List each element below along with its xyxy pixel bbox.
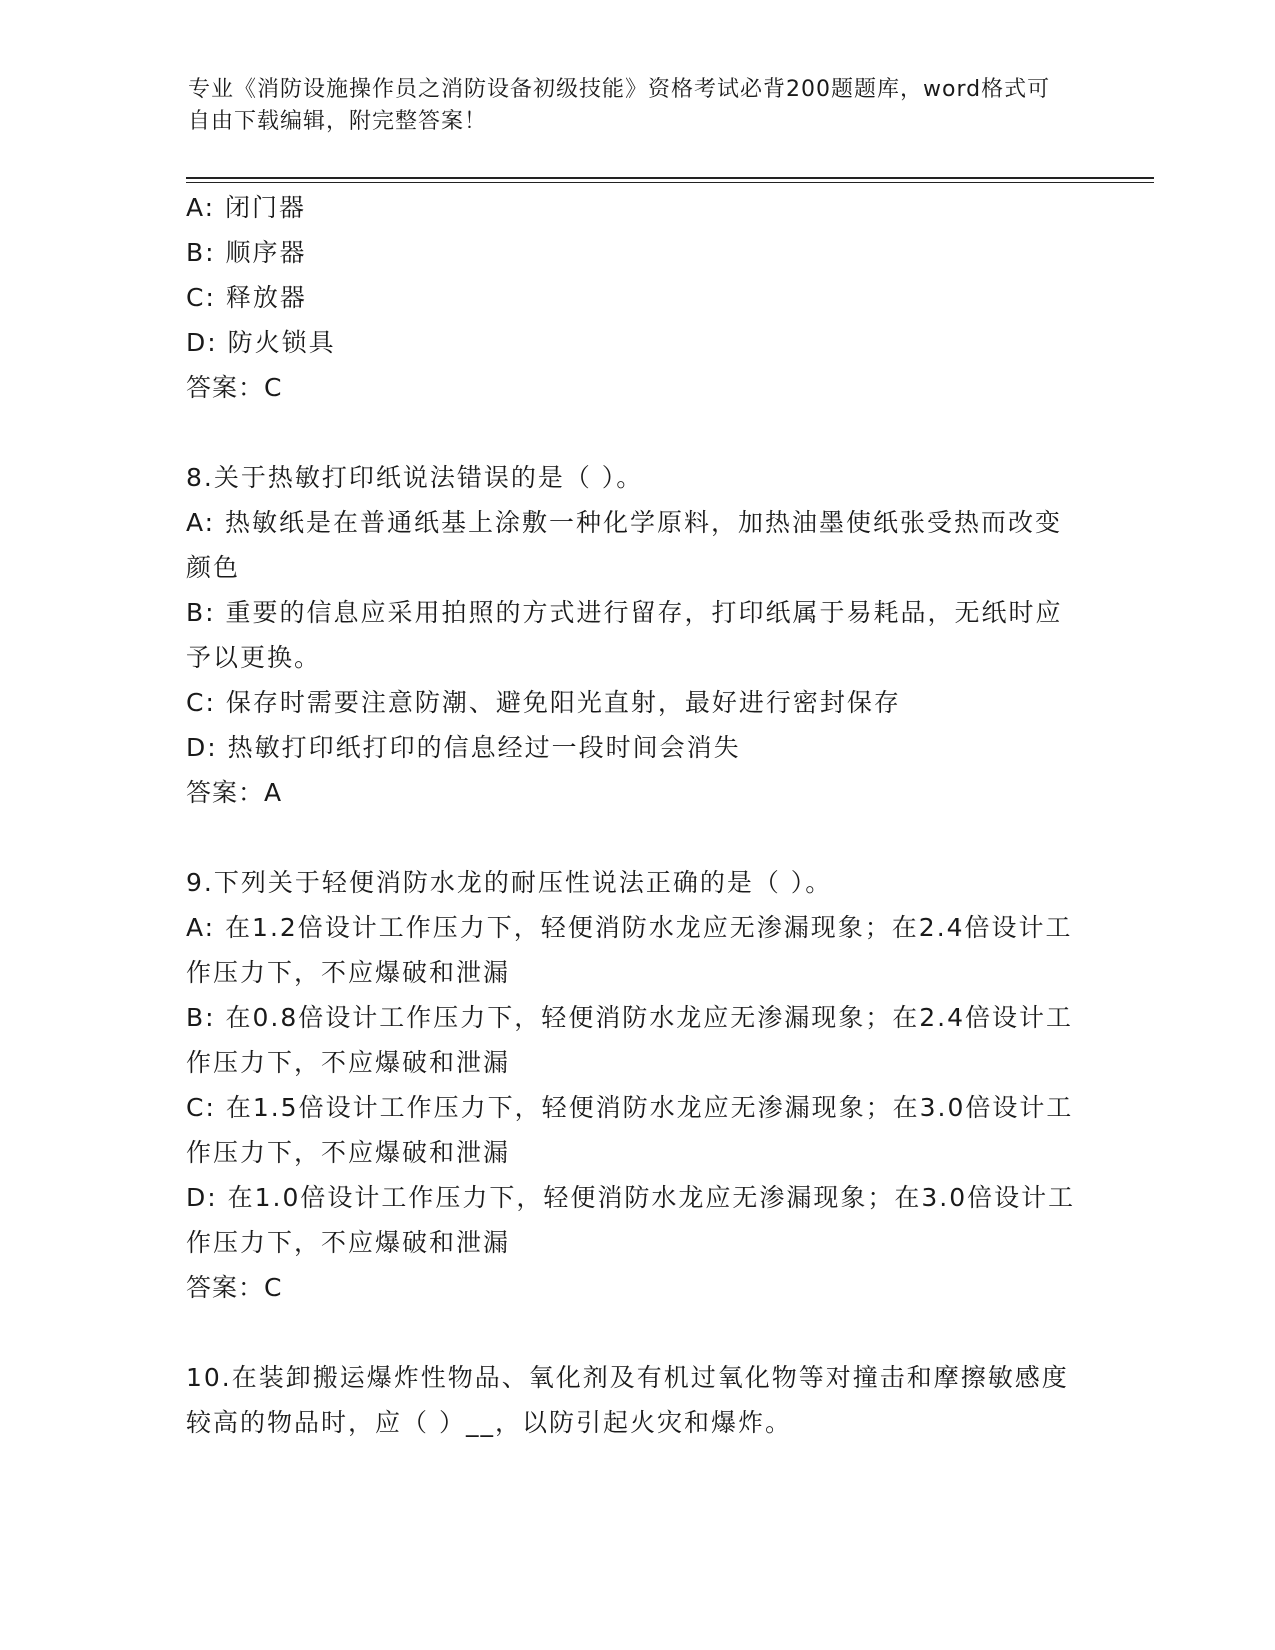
- option-b: B: 重要的信息应采用拍照的方式进行留存，打印纸属于易耗品，无纸时应予以更换。: [186, 598, 1063, 672]
- option-d: D: 热敏打印纸打印的信息经过一段时间会消失: [186, 733, 741, 762]
- option-a: A: 闭门器: [186, 193, 307, 222]
- question-10: [186, 1355, 1076, 1445]
- question-9: [186, 860, 1076, 1310]
- option-a: A: 在1.2倍设计工作压力下，轻便消防水龙应无渗漏现象；在2.4倍设计工作压力下，不应爆破和泄漏: [186, 913, 1073, 987]
- question-stem: 8.关于热敏打印纸说法错误的是（ ）。: [186, 463, 644, 492]
- header-divider-thick: [186, 177, 1154, 179]
- question-8: [186, 455, 1076, 815]
- option-d: D: 防火锁具: [186, 328, 336, 357]
- question-stem: 9.下列关于轻便消防水龙的耐压性说法正确的是（ ）。: [186, 868, 833, 897]
- spacer: [186, 1310, 1076, 1355]
- document-header: 专业《消防设施操作员之消防设备初级技能》资格考试必背200题题库，word格式可自由下载编辑，附完整答案！: [188, 77, 1051, 134]
- answer-line: 答案：C: [186, 373, 283, 402]
- option-c: C: 保存时需要注意防潮、避免阳光直射，最好进行密封保存: [186, 688, 901, 717]
- question-7: [186, 185, 1076, 410]
- question-content: [186, 185, 1076, 1445]
- option-c: C: 释放器: [186, 283, 307, 312]
- spacer: [186, 815, 1076, 860]
- answer-line: 答案：C: [186, 1273, 283, 1302]
- option-b: B: 顺序器: [186, 238, 307, 267]
- answer-line: 答案：A: [186, 778, 283, 807]
- option-c: C: 在1.5倍设计工作压力下，轻便消防水龙应无渗漏现象；在3.0倍设计工作压力下，不应爆破和泄漏: [186, 1093, 1074, 1167]
- question-stem: 10.在装卸搬运爆炸性物品、氧化剂及有机过氧化物等对撞击和摩擦敏感度较高的物品时，应（ ）__，以防引起火灾和爆炸。: [186, 1363, 1069, 1437]
- option-d: D: 在1.0倍设计工作压力下，轻便消防水龙应无渗漏现象；在3.0倍设计工作压力下，不应爆破和泄漏: [186, 1183, 1076, 1257]
- option-b: B: 在0.8倍设计工作压力下，轻便消防水龙应无渗漏现象；在2.4倍设计工作压力下，不应爆破和泄漏: [186, 1003, 1074, 1077]
- spacer: [186, 410, 1076, 455]
- header-divider-thin: [186, 182, 1154, 183]
- option-a: A: 热敏纸是在普通纸基上涂敷一种化学原料，加热油墨使纸张受热而改变颜色: [186, 508, 1063, 582]
